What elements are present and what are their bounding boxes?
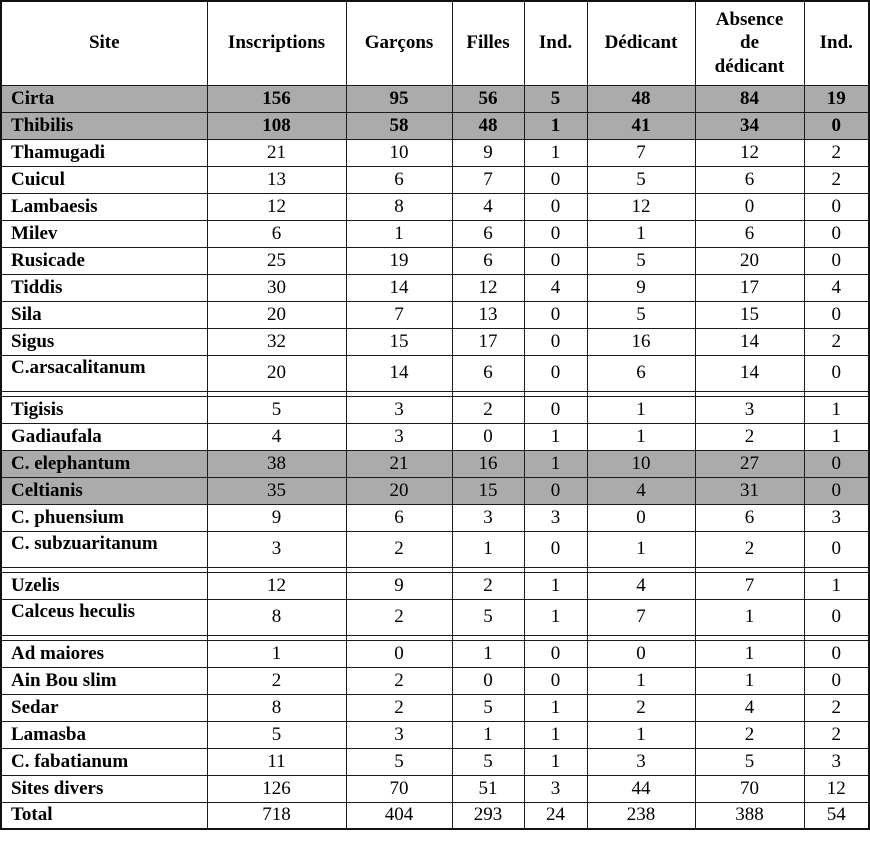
value-cell: 5 <box>207 721 346 748</box>
value-cell: 4 <box>207 423 346 450</box>
value-cell: 5 <box>695 748 804 775</box>
value-cell: 0 <box>524 247 587 274</box>
value-cell: 7 <box>587 599 695 635</box>
value-cell: 70 <box>346 775 452 802</box>
value-cell: 7 <box>695 572 804 599</box>
site-cell: C. elephantum <box>1 450 207 477</box>
site-cell: Sedar <box>1 694 207 721</box>
value-cell: 3 <box>346 396 452 423</box>
value-cell: 2 <box>207 667 346 694</box>
value-cell: 5 <box>587 247 695 274</box>
value-cell: 0 <box>804 193 869 220</box>
value-cell: 17 <box>695 274 804 301</box>
value-cell: 0 <box>524 477 587 504</box>
site-cell: Gadiaufala <box>1 423 207 450</box>
value-cell: 1 <box>587 667 695 694</box>
value-cell: 19 <box>804 85 869 112</box>
value-cell: 41 <box>587 112 695 139</box>
value-cell: 14 <box>695 328 804 355</box>
column-header-inscriptions: Inscriptions <box>207 1 346 85</box>
value-cell: 2 <box>804 721 869 748</box>
value-cell: 5 <box>524 85 587 112</box>
site-cell: Thamugadi <box>1 139 207 166</box>
value-cell: 0 <box>804 667 869 694</box>
value-cell: 0 <box>452 667 524 694</box>
value-cell: 7 <box>452 166 524 193</box>
value-cell: 4 <box>804 274 869 301</box>
value-cell: 2 <box>804 694 869 721</box>
value-cell: 1 <box>524 572 587 599</box>
value-cell: 4 <box>587 477 695 504</box>
value-cell: 14 <box>346 355 452 391</box>
column-header-absence-de-d-dicant: Absence de dédicant <box>695 1 804 85</box>
value-cell: 95 <box>346 85 452 112</box>
table-row-sites-divers <box>1 775 869 802</box>
value-cell: 0 <box>524 640 587 667</box>
value-cell: 4 <box>524 274 587 301</box>
value-cell: 238 <box>587 802 695 829</box>
value-cell: 0 <box>804 450 869 477</box>
table-row-c-fabatianum <box>1 748 869 775</box>
value-cell: 718 <box>207 802 346 829</box>
table-row-lamasba <box>1 721 869 748</box>
value-cell: 3 <box>346 721 452 748</box>
value-cell: 0 <box>524 328 587 355</box>
value-cell: 0 <box>587 504 695 531</box>
value-cell: 3 <box>346 423 452 450</box>
value-cell: 7 <box>346 301 452 328</box>
value-cell: 10 <box>587 450 695 477</box>
value-cell: 0 <box>804 477 869 504</box>
table-body <box>1 85 869 829</box>
table-row-sedar <box>1 694 869 721</box>
value-cell: 13 <box>207 166 346 193</box>
value-cell: 1 <box>695 640 804 667</box>
value-cell: 15 <box>346 328 452 355</box>
table-row-ain-bou-slim <box>1 667 869 694</box>
column-header-ind: Ind. <box>524 1 587 85</box>
value-cell: 1 <box>524 423 587 450</box>
value-cell: 1 <box>695 667 804 694</box>
site-cell: Uzelis <box>1 572 207 599</box>
site-cell: Lambaesis <box>1 193 207 220</box>
value-cell: 48 <box>452 112 524 139</box>
site-cell: Ain Bou slim <box>1 667 207 694</box>
site-cell: Celtianis <box>1 477 207 504</box>
table-row-thamugadi <box>1 139 869 166</box>
value-cell: 54 <box>804 802 869 829</box>
site-cell: Thibilis <box>1 112 207 139</box>
value-cell: 56 <box>452 85 524 112</box>
value-cell: 51 <box>452 775 524 802</box>
column-header-ind-2: Ind. <box>804 1 869 85</box>
table-row-tigisis <box>1 396 869 423</box>
site-cell: Sites divers <box>1 775 207 802</box>
table-row-c-subzuaritanum <box>1 531 869 567</box>
value-cell: 16 <box>587 328 695 355</box>
value-cell: 4 <box>452 193 524 220</box>
value-cell: 9 <box>452 139 524 166</box>
value-cell: 0 <box>524 396 587 423</box>
value-cell: 1 <box>524 748 587 775</box>
value-cell: 24 <box>524 802 587 829</box>
table-row-tiddis <box>1 274 869 301</box>
value-cell: 0 <box>804 531 869 567</box>
value-cell: 6 <box>346 504 452 531</box>
value-cell: 35 <box>207 477 346 504</box>
value-cell: 6 <box>452 355 524 391</box>
value-cell: 0 <box>524 193 587 220</box>
value-cell: 3 <box>207 531 346 567</box>
value-cell: 0 <box>804 301 869 328</box>
value-cell: 16 <box>452 450 524 477</box>
value-cell: 1 <box>524 599 587 635</box>
table-row-sigus <box>1 328 869 355</box>
value-cell: 5 <box>452 694 524 721</box>
value-cell: 17 <box>452 328 524 355</box>
value-cell: 1 <box>524 450 587 477</box>
value-cell: 3 <box>804 504 869 531</box>
value-cell: 2 <box>804 166 869 193</box>
value-cell: 0 <box>524 531 587 567</box>
value-cell: 6 <box>587 355 695 391</box>
value-cell: 2 <box>346 694 452 721</box>
column-header-d-dicant: Dédicant <box>587 1 695 85</box>
value-cell: 12 <box>207 193 346 220</box>
value-cell: 2 <box>804 328 869 355</box>
table-row-uzelis <box>1 572 869 599</box>
value-cell: 34 <box>695 112 804 139</box>
value-cell: 2 <box>695 423 804 450</box>
value-cell: 9 <box>346 572 452 599</box>
value-cell: 293 <box>452 802 524 829</box>
value-cell: 1 <box>695 599 804 635</box>
value-cell: 12 <box>207 572 346 599</box>
value-cell: 1 <box>587 423 695 450</box>
value-cell: 126 <box>207 775 346 802</box>
value-cell: 10 <box>346 139 452 166</box>
value-cell: 5 <box>346 748 452 775</box>
value-cell: 0 <box>804 640 869 667</box>
value-cell: 2 <box>695 531 804 567</box>
table-row-cuicul <box>1 166 869 193</box>
value-cell: 5 <box>207 396 346 423</box>
column-header-filles: Filles <box>452 1 524 85</box>
value-cell: 388 <box>695 802 804 829</box>
site-cell: C. fabatianum <box>1 748 207 775</box>
value-cell: 8 <box>207 694 346 721</box>
value-cell: 30 <box>207 274 346 301</box>
value-cell: 2 <box>695 721 804 748</box>
value-cell: 5 <box>452 599 524 635</box>
value-cell: 2 <box>452 396 524 423</box>
table-row-total <box>1 802 869 829</box>
site-cell: C. subzuaritanum <box>1 531 207 567</box>
table-row-sila <box>1 301 869 328</box>
value-cell: 7 <box>587 139 695 166</box>
table-row-c-phuensium <box>1 504 869 531</box>
value-cell: 2 <box>346 599 452 635</box>
value-cell: 20 <box>346 477 452 504</box>
value-cell: 2 <box>452 572 524 599</box>
value-cell: 3 <box>452 504 524 531</box>
value-cell: 1 <box>804 396 869 423</box>
value-cell: 6 <box>346 166 452 193</box>
value-cell: 5 <box>587 301 695 328</box>
value-cell: 20 <box>207 355 346 391</box>
value-cell: 2 <box>346 531 452 567</box>
value-cell: 1 <box>587 531 695 567</box>
value-cell: 84 <box>695 85 804 112</box>
site-cell: C. phuensium <box>1 504 207 531</box>
value-cell: 0 <box>804 599 869 635</box>
value-cell: 6 <box>695 166 804 193</box>
site-cell: Cuicul <box>1 166 207 193</box>
value-cell: 1 <box>346 220 452 247</box>
value-cell: 3 <box>804 748 869 775</box>
site-cell: Lamasba <box>1 721 207 748</box>
value-cell: 12 <box>695 139 804 166</box>
table-row-calceus-heculis <box>1 599 869 635</box>
value-cell: 21 <box>346 450 452 477</box>
value-cell: 27 <box>695 450 804 477</box>
value-cell: 6 <box>452 220 524 247</box>
value-cell: 25 <box>207 247 346 274</box>
value-cell: 3 <box>524 775 587 802</box>
site-cell: Rusicade <box>1 247 207 274</box>
site-cell: Total <box>1 802 207 829</box>
value-cell: 0 <box>524 667 587 694</box>
value-cell: 20 <box>695 247 804 274</box>
value-cell: 38 <box>207 450 346 477</box>
value-cell: 14 <box>346 274 452 301</box>
value-cell: 1 <box>207 640 346 667</box>
value-cell: 15 <box>695 301 804 328</box>
value-cell: 2 <box>587 694 695 721</box>
table-row-ad-maiores <box>1 640 869 667</box>
value-cell: 1 <box>452 640 524 667</box>
value-cell: 12 <box>804 775 869 802</box>
table-row-milev <box>1 220 869 247</box>
value-cell: 58 <box>346 112 452 139</box>
value-cell: 1 <box>524 721 587 748</box>
table-row-celtianis <box>1 477 869 504</box>
value-cell: 0 <box>524 166 587 193</box>
value-cell: 1 <box>804 572 869 599</box>
value-cell: 70 <box>695 775 804 802</box>
column-header-gar-ons: Garçons <box>346 1 452 85</box>
value-cell: 1 <box>452 531 524 567</box>
value-cell: 3 <box>695 396 804 423</box>
value-cell: 48 <box>587 85 695 112</box>
site-cell: Tiddis <box>1 274 207 301</box>
value-cell: 0 <box>524 355 587 391</box>
value-cell: 1 <box>804 423 869 450</box>
site-cell: C.arsacalitanum <box>1 355 207 391</box>
value-cell: 108 <box>207 112 346 139</box>
value-cell: 0 <box>524 220 587 247</box>
value-cell: 404 <box>346 802 452 829</box>
value-cell: 21 <box>207 139 346 166</box>
value-cell: 0 <box>587 640 695 667</box>
value-cell: 3 <box>587 748 695 775</box>
value-cell: 1 <box>524 112 587 139</box>
value-cell: 1 <box>452 721 524 748</box>
table-row-cirta <box>1 85 869 112</box>
table-row-rusicade <box>1 247 869 274</box>
value-cell: 12 <box>452 274 524 301</box>
table-row-c-arsacalitanum <box>1 355 869 391</box>
value-cell: 9 <box>207 504 346 531</box>
value-cell: 12 <box>587 193 695 220</box>
value-cell: 19 <box>346 247 452 274</box>
value-cell: 0 <box>695 193 804 220</box>
value-cell: 6 <box>207 220 346 247</box>
site-cell: Sila <box>1 301 207 328</box>
value-cell: 1 <box>587 721 695 748</box>
site-cell: Sigus <box>1 328 207 355</box>
site-cell: Ad maiores <box>1 640 207 667</box>
value-cell: 4 <box>695 694 804 721</box>
value-cell: 31 <box>695 477 804 504</box>
value-cell: 15 <box>452 477 524 504</box>
value-cell: 0 <box>804 220 869 247</box>
table-row-thibilis <box>1 112 869 139</box>
value-cell: 1 <box>524 694 587 721</box>
header-row <box>1 1 869 85</box>
value-cell: 3 <box>524 504 587 531</box>
value-cell: 13 <box>452 301 524 328</box>
value-cell: 8 <box>346 193 452 220</box>
value-cell: 1 <box>587 220 695 247</box>
value-cell: 2 <box>346 667 452 694</box>
value-cell: 0 <box>804 247 869 274</box>
value-cell: 0 <box>804 112 869 139</box>
value-cell: 5 <box>452 748 524 775</box>
table-row-c-elephantum <box>1 450 869 477</box>
value-cell: 32 <box>207 328 346 355</box>
column-header-site: Site <box>1 1 207 85</box>
table-header <box>1 1 869 85</box>
table-row-gadiaufala <box>1 423 869 450</box>
value-cell: 14 <box>695 355 804 391</box>
value-cell: 6 <box>452 247 524 274</box>
value-cell: 6 <box>695 504 804 531</box>
value-cell: 0 <box>452 423 524 450</box>
value-cell: 0 <box>804 355 869 391</box>
value-cell: 4 <box>587 572 695 599</box>
value-cell: 8 <box>207 599 346 635</box>
value-cell: 156 <box>207 85 346 112</box>
value-cell: 0 <box>524 301 587 328</box>
value-cell: 9 <box>587 274 695 301</box>
site-cell: Milev <box>1 220 207 247</box>
value-cell: 1 <box>524 139 587 166</box>
site-cell: Cirta <box>1 85 207 112</box>
value-cell: 11 <box>207 748 346 775</box>
value-cell: 5 <box>587 166 695 193</box>
site-cell: Tigisis <box>1 396 207 423</box>
site-cell: Calceus heculis <box>1 599 207 635</box>
value-cell: 2 <box>804 139 869 166</box>
value-cell: 0 <box>346 640 452 667</box>
value-cell: 20 <box>207 301 346 328</box>
value-cell: 1 <box>587 396 695 423</box>
value-cell: 6 <box>695 220 804 247</box>
table-row-lambaesis <box>1 193 869 220</box>
value-cell: 44 <box>587 775 695 802</box>
